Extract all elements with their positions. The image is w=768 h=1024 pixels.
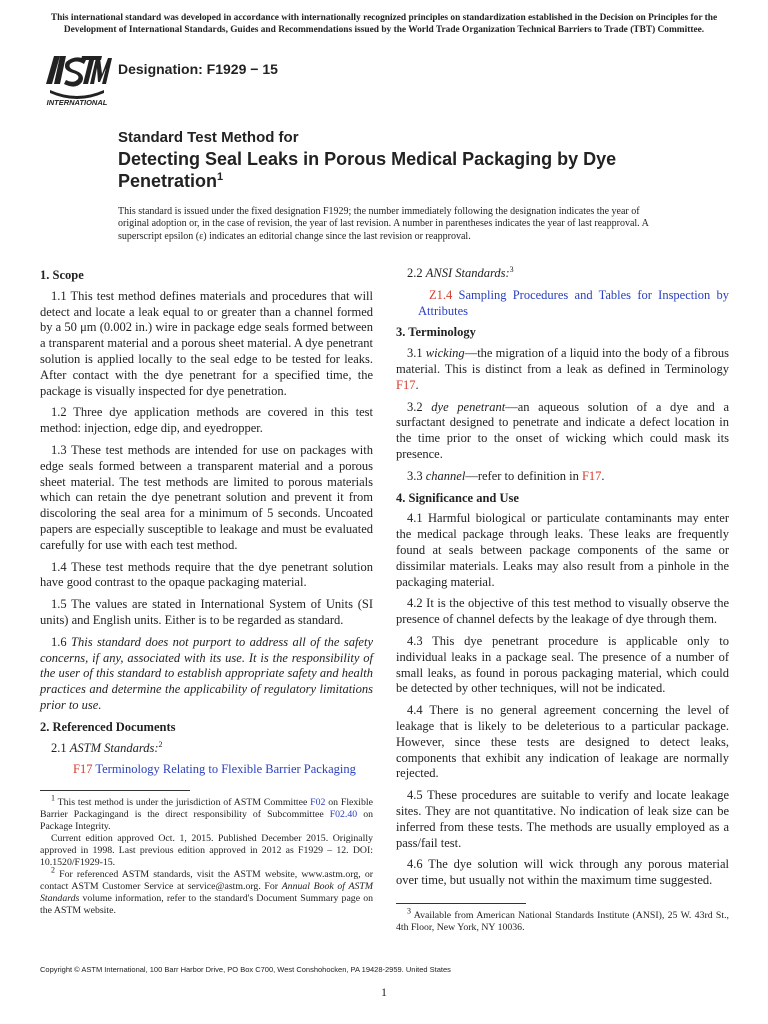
footnotes-left — [40, 793, 373, 917]
left-column — [40, 266, 373, 917]
document-title — [118, 148, 678, 192]
reference-title-link[interactable]: Sampling Procedures and Tables for Inspection by Attributes — [418, 287, 729, 318]
paragraph-4-6: 4.6 The dye solution will wick through any porous material over time, but usually not within the maximum time suggested. — [396, 857, 729, 888]
paragraph-1-2: 1.2 Three dye application methods are covered in this test method: injection, edge dip, and eyedropper. — [40, 405, 373, 436]
punctuation: . — [415, 377, 419, 392]
section-heading-significance: 4. Significance and Use — [396, 490, 519, 505]
svg-text:INTERNATIONAL: INTERNATIONAL — [46, 98, 108, 107]
astm-standards-label: ASTM Standards: — [69, 740, 159, 755]
definition-text: —the migration of a liquid into the body of a fibrous material. This is distinct from a leak as defined in Terminology — [396, 346, 729, 376]
footnote-mark: 1 — [51, 793, 55, 803]
copyright-line: Copyright © ASTM International, 100 Barr Harbor Drive, PO Box C700, West Conshohocken, PA 19428-2959. United States — [40, 965, 451, 974]
subcommittee-link[interactable]: F02.40 — [329, 809, 358, 821]
reference-z14[interactable] — [396, 288, 729, 320]
footnote-text: Available from American National Standards Institute (ANSI), 25 W. 43rd St., 4th Floor, New York, NY 10036. — [396, 909, 729, 933]
para-number: 1.6 — [51, 634, 72, 649]
footnotes-right — [396, 906, 729, 934]
ansi-standards-label: ANSI Standards: — [425, 266, 510, 280]
safety-caveat: This standard does not purport to address all of the safety concerns, if any, associated with its use. It is the responsibility of the user of this standard to establish appropriate safety and health practices and determine the applicability of regulatory limitations prior to use. — [40, 634, 373, 712]
issuance-note: This standard is issued under the fixed designation F1929; the number immediately following the designation indicates the year of original adoption or, in the case of revision, the year of last revision. A number in parentheses indicates the year of last reapproval. A superscript epsilon (ε) indicates an editorial change since the last revision or reapproval. — [118, 206, 649, 242]
paragraph-3-3 — [396, 469, 729, 485]
paragraph-1-6 — [40, 635, 373, 714]
title-text: Detecting Seal Leaks in Porous Medical Packaging by Dye Penetration — [118, 149, 617, 191]
paragraph-4-1: 4.1 Harmful biological or particulate contaminants may enter the medical package through leaks. These leaks are frequently found at seals between package components of the same or dissimilar materials. Leaks may also result from a pinhole in the packaging material. — [396, 511, 729, 589]
footnote-mark: 2 — [51, 865, 55, 875]
para-number: 2.2 — [407, 266, 426, 280]
paragraph-1-4: 1.4 These test methods require that the dye penetrant solution have good contrast to the opaque packaging material. — [40, 559, 373, 590]
reference-link[interactable]: F17 — [396, 377, 416, 392]
footnote-text: volume information, refer to the standard's Document Summary page on the ASTM website. — [40, 893, 373, 917]
section-heading-terminology: 3. Terminology — [396, 325, 476, 340]
paragraph-3-1 — [396, 346, 729, 393]
wto-notice: This international standard was developed in accordance with internationally recognized principles on standardization established in the Decision on Principles for the Development of International Standards, Guides and Recommendations issued by the World Trade Organization Technical Barriers to Trade (TBT) Committee. — [50, 13, 718, 35]
paragraph-2-2 — [396, 266, 729, 282]
title-block — [118, 129, 678, 192]
paragraph-1-5: 1.5 The values are stated in International System of Units (SI units) and English units. Either is to be regarded as standard. — [40, 597, 373, 627]
paragraph-4-2: 4.2 It is the objective of this test method to visually observe the presence of channel defects by the leakage of dye through them. — [396, 596, 729, 627]
designation: Designation: F1929 − 15 — [118, 61, 278, 77]
paragraph-4-3: 4.3 This dye penetrant procedure is applicable only to individual leaks in a package seal. The presence of a number of small leaks, as found in porous packaging material, which could be detected by other techniques, will not be indicated. — [396, 633, 729, 696]
defined-term: channel — [425, 468, 466, 483]
defined-term: wicking — [425, 346, 465, 361]
astm-logo — [40, 50, 114, 108]
definition-text: —an aqueous solution of a dye and a surfactant designed to penetrate and indicate a defect location in the time prior to the onset of wicking which could mask its presence. — [396, 399, 729, 461]
paragraph-2-1 — [40, 741, 373, 757]
footnote-divider — [396, 903, 526, 904]
right-column — [396, 266, 729, 934]
paragraph-3-2 — [396, 400, 729, 463]
reference-link[interactable]: F17 — [581, 468, 602, 483]
footnote-text: For referenced ASTM standards, visit the ASTM website, www.astm.org, or contact ASTM Customer Service at service@astm.org. For — [40, 869, 373, 893]
defined-term: dye penetrant — [431, 399, 506, 414]
footnote-3 — [396, 906, 729, 934]
page-number: 1 — [381, 985, 387, 999]
footnote-mark: 3 — [407, 906, 411, 916]
paragraph-1-3: 1.3 These test methods are intended for use on packages with edge seals formed between a transparent material and a porous sheet material. The test methods are limited to porous materials which can retain the dye penetrant solution and prevent it from discoloring the seal area for a minimum of 5 seconds. Uncoated papers are especially susceptible to leakage and must be evaluated carefully for use with each test method. — [40, 442, 373, 552]
reference-code-link[interactable]: Z1.4 — [429, 287, 453, 302]
footnote-edition: Current edition approved Oct. 1, 2015. Published December 2015. Originally approved in 1998. Last previous edition approved in 2012 as F1929 – 12. DOI: 10.1520/F1929-15. — [40, 833, 373, 869]
footnote-1 — [40, 793, 373, 833]
section-heading-referenced-documents: 2. Referenced Documents — [40, 719, 176, 734]
footnote-text: This test method is under the jurisdiction of ASTM Committee — [57, 797, 311, 809]
footnote-text: on Flexible Barrier Packagingand is the direct responsibility of Subcommittee — [40, 797, 373, 821]
title-pre: Standard Test Method for — [118, 129, 299, 146]
footnote-2 — [40, 865, 373, 917]
footnote-mark: 3 — [509, 264, 514, 274]
paragraph-4-4: 4.4 There is no general agreement concerning the level of leakage that is likely to be deleterious to a particular package. However, since these tests are designed to detect leaks, components that exhibit any indication of leakage are normally rejected. — [396, 703, 729, 781]
committee-link[interactable]: F02 — [310, 797, 326, 809]
paragraph-1-1: 1.1 This test method defines materials and procedures that will detect and locate a leak equal to or greater than a channel formed by a 50 μm (0.002 in.) wire in package edge seals formed between a transparent material and a porous sheet material. A dye penetrant solution is applied locally to the seal edge to be tested for leaks. After contact with the dye penetrant for a specified time, the package is visually inspected for dye penetration. — [40, 288, 373, 398]
para-number: 3.1 — [407, 346, 426, 361]
footnote-text: on Package Integrity. — [40, 809, 373, 833]
punctuation: . — [601, 468, 605, 483]
reference-f17[interactable] — [40, 762, 373, 778]
reference-code-link[interactable]: F17 — [73, 762, 93, 777]
para-number: 3.2 — [407, 399, 432, 414]
paragraph-4-5: 4.5 These procedures are suitable to verify and locate leakage sites. They are not quantitative. No indication of leak size can be inferred from these tests. The methods are usually employed as a pass/fail test. — [396, 788, 729, 850]
reference-title-link[interactable]: Terminology Relating to Flexible Barrier Packaging — [92, 762, 356, 777]
footnote-divider — [40, 790, 190, 791]
title-footnote-mark: 1 — [217, 171, 224, 183]
footnote-mark: 2 — [158, 739, 163, 749]
footnote-italic: Annual Book of ASTM Standards — [40, 881, 373, 905]
para-number: 3.3 — [407, 468, 426, 483]
definition-text: —refer to definition in — [465, 468, 582, 483]
para-number: 2.1 — [51, 740, 70, 755]
section-heading-scope: 1. Scope — [40, 268, 84, 282]
